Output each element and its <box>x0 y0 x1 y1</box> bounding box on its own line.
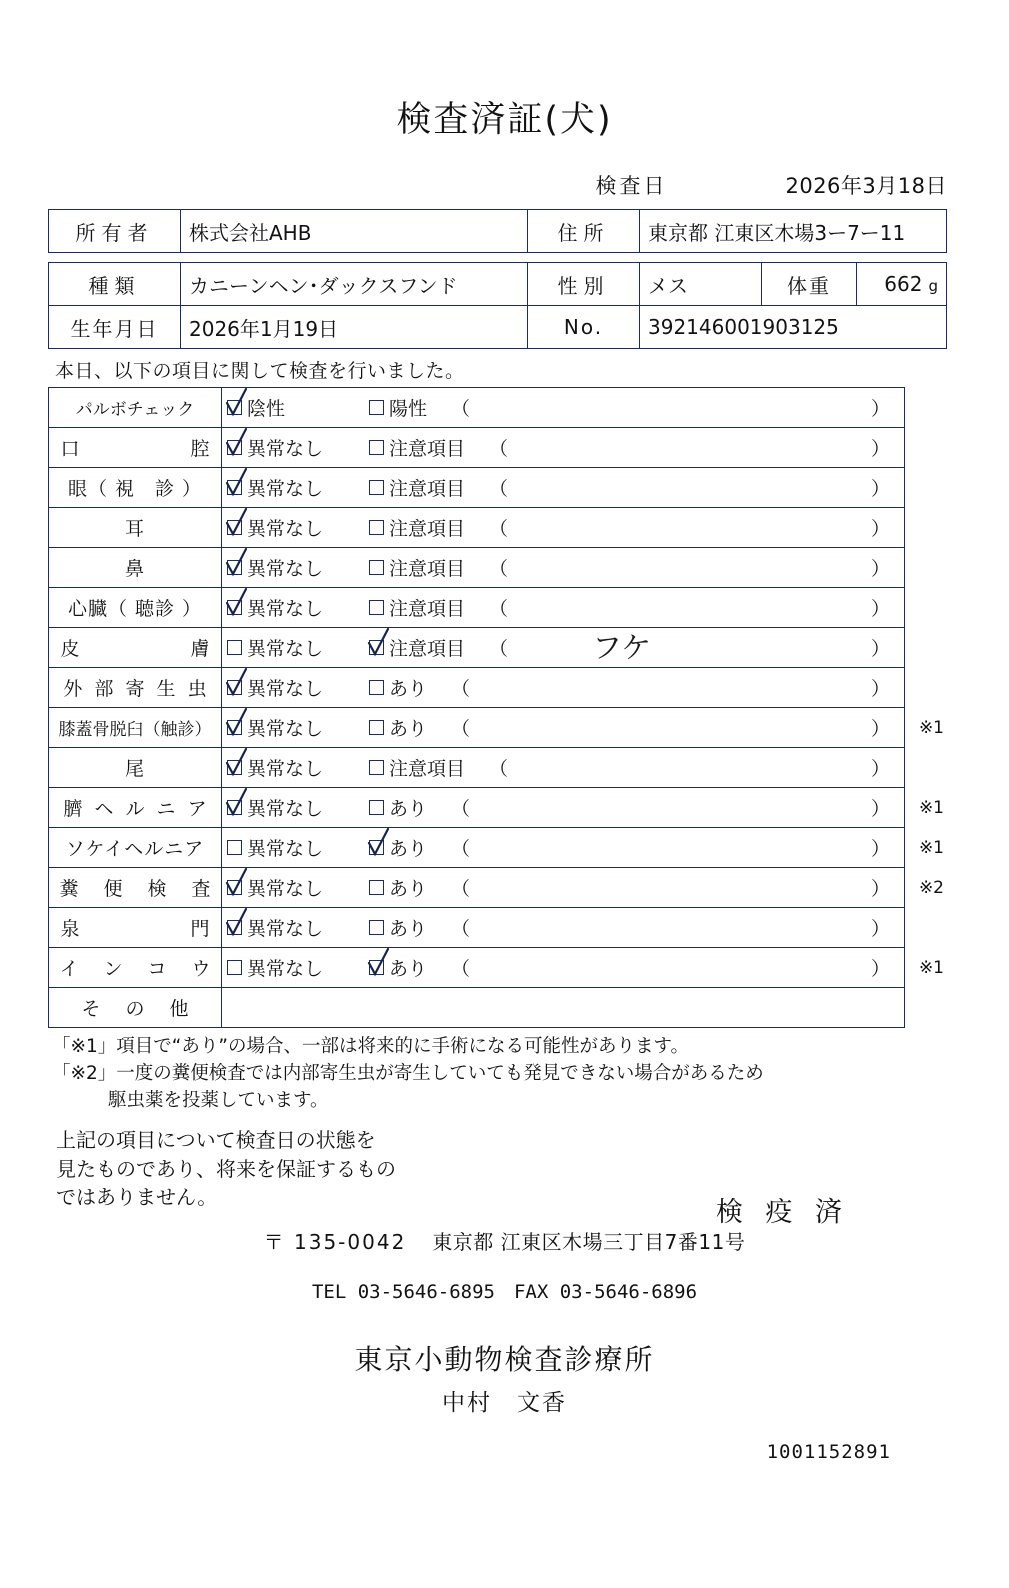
page-title: 検査済証(犬) <box>396 100 613 140</box>
no-value: 392146001903125 <box>640 306 947 349</box>
option-label: 異常なし <box>247 798 324 820</box>
item-label: 糞 便 検 査 <box>49 868 222 908</box>
table-row <box>49 988 905 1028</box>
paren-close: ） <box>870 958 890 980</box>
exam-date-label: 検査日 <box>595 174 668 198</box>
other-label: そ の 他 <box>49 988 222 1028</box>
footer-clinic: 東京小動物検査診療所 <box>354 1342 655 1376</box>
checkbox-icon[interactable] <box>369 560 384 575</box>
option-label: 異常なし <box>247 838 324 860</box>
option-label: 異常なし <box>247 918 324 940</box>
footnote-marker: ※1 <box>918 797 944 818</box>
footer-zip: 〒 135-0042 <box>263 1229 407 1254</box>
checkbox-icon[interactable] <box>227 800 242 815</box>
remark-field[interactable] <box>489 594 904 621</box>
paren-open: （ <box>489 758 509 780</box>
remark-field[interactable] <box>489 474 904 501</box>
table-row <box>49 868 905 908</box>
item-options <box>222 868 944 908</box>
option-label: あり <box>389 838 428 860</box>
checkbox-option-1[interactable] <box>222 914 369 941</box>
checkbox-icon[interactable] <box>369 680 384 695</box>
quarantine-stamp: 検 疫 済 <box>715 1197 849 1228</box>
checkbox-icon[interactable] <box>227 960 242 975</box>
checkbox-option-1[interactable] <box>222 394 369 421</box>
option-label: 注意項目 <box>389 518 466 540</box>
paren-open: （ <box>451 398 471 420</box>
option-label: あり <box>389 678 428 700</box>
checkbox-option-1[interactable] <box>222 594 369 621</box>
option-label: 異常なし <box>247 478 324 500</box>
handwritten-remark: フケ <box>592 631 652 666</box>
statement-line-3: ではありません。 <box>56 1185 218 1210</box>
checkbox-icon[interactable] <box>227 920 242 935</box>
option-label: 異常なし <box>247 638 324 660</box>
footnote-1: 「※1」項目で“あり”の場合、一部は将来的に手術になる可能性があります。 <box>52 1036 689 1057</box>
checkbox-option-2[interactable] <box>369 794 427 821</box>
item-options <box>222 508 905 548</box>
checkbox-option-2[interactable] <box>369 754 465 781</box>
weight-label: 体重 <box>762 263 857 306</box>
item-label: イ ン コ ウ <box>49 948 222 988</box>
weight-cell <box>857 263 947 306</box>
paren-open: （ <box>489 598 509 620</box>
checkbox-icon[interactable] <box>227 600 242 615</box>
checkbox-option-1[interactable] <box>222 754 369 781</box>
paren-open: （ <box>451 958 471 980</box>
paren-open: （ <box>489 478 509 500</box>
checkbox-icon[interactable] <box>227 400 242 415</box>
checkbox-icon[interactable] <box>369 520 384 535</box>
table-row <box>49 263 947 306</box>
item-label: 口 腔 <box>49 428 222 468</box>
checkbox-option-2[interactable] <box>369 394 427 421</box>
option-label: 異常なし <box>247 878 324 900</box>
checkbox-icon[interactable] <box>369 760 384 775</box>
sex-value: メス <box>640 263 762 306</box>
remark-field[interactable] <box>489 514 904 541</box>
remark-field[interactable] <box>451 714 904 741</box>
owner-label: 所有者 <box>49 210 181 253</box>
remark-field[interactable] <box>489 434 904 461</box>
checkbox-option-2[interactable] <box>369 954 427 981</box>
table-row <box>49 748 905 788</box>
checkbox-option-2[interactable] <box>369 914 427 941</box>
owner-table-wrap <box>48 209 947 349</box>
item-label: 尾 <box>49 748 222 788</box>
option-label: あり <box>389 918 428 940</box>
item-options <box>222 548 905 588</box>
paren-close: ） <box>870 878 890 900</box>
checkbox-icon[interactable] <box>369 640 384 655</box>
footnote-marker: ※1 <box>918 837 944 858</box>
option-label: 異常なし <box>247 678 324 700</box>
statement-line-1: 上記の項目について検査日の状態を <box>56 1128 376 1153</box>
breed-label: 種類 <box>49 263 181 306</box>
lead-text: 本日、以下の項目に関して検査を行いました。 <box>55 360 465 382</box>
item-label: 膝蓋骨脱臼（触診） <box>49 708 222 748</box>
paren-close: ） <box>870 558 890 580</box>
table-row <box>49 588 905 628</box>
table-row <box>49 828 905 868</box>
remark-field[interactable] <box>489 634 904 661</box>
table-row <box>49 708 905 748</box>
remark-field[interactable] <box>451 394 904 421</box>
checkbox-option-1[interactable] <box>222 834 369 861</box>
footer-tel: TEL 03-5646-6895 FAX 03-5646-6896 <box>311 1280 698 1303</box>
checkbox-option-1[interactable] <box>222 554 369 581</box>
option-label: 異常なし <box>247 718 324 740</box>
table-row <box>49 948 905 988</box>
paren-open: （ <box>451 798 471 820</box>
checkbox-icon[interactable] <box>369 480 384 495</box>
remark-field[interactable] <box>489 554 904 581</box>
item-options <box>222 388 905 428</box>
option-label: 注意項目 <box>389 758 466 780</box>
option-label: 異常なし <box>247 438 324 460</box>
owner-value: 株式会社AHB <box>181 210 528 253</box>
checkbox-icon[interactable] <box>227 720 242 735</box>
option-label: あり <box>389 798 428 820</box>
table-row <box>49 908 905 948</box>
footnote-marker: ※1 <box>918 717 944 738</box>
remark-field[interactable] <box>451 954 904 981</box>
paren-close: ） <box>870 598 890 620</box>
item-options <box>222 428 905 468</box>
item-label: 皮 膚 <box>49 628 222 668</box>
option-label: 注意項目 <box>389 558 466 580</box>
footer-address <box>0 1226 1009 1255</box>
remark-field[interactable] <box>451 874 904 901</box>
checkbox-option-2[interactable] <box>369 554 465 581</box>
checkbox-icon[interactable] <box>369 880 384 895</box>
item-options <box>222 948 944 988</box>
item-label: パルボチェック <box>49 388 222 428</box>
paren-open: （ <box>489 518 509 540</box>
checkbox-icon[interactable] <box>369 400 384 415</box>
checkbox-icon[interactable] <box>227 680 242 695</box>
checkbox-icon[interactable] <box>227 480 242 495</box>
paren-open: （ <box>451 838 471 860</box>
item-label: ソケイヘルニア <box>49 828 222 868</box>
item-options <box>222 788 944 828</box>
item-label: 耳 <box>49 508 222 548</box>
item-label: 鼻 <box>49 548 222 588</box>
checkbox-option-2[interactable] <box>369 474 465 501</box>
option-label: あり <box>389 878 428 900</box>
checkbox-option-1[interactable] <box>222 514 369 541</box>
paren-close: ） <box>870 758 890 780</box>
item-label: 心臓（ 聴診 ） <box>49 588 222 628</box>
footer-address-text: 東京都 江東区木場三丁目7番11号 <box>432 1229 746 1254</box>
checkbox-icon[interactable] <box>227 440 242 455</box>
footer-person: 中村 文香 <box>442 1389 567 1416</box>
checkbox-icon[interactable] <box>227 840 242 855</box>
option-label: 陰性 <box>247 398 286 420</box>
paren-open: （ <box>489 638 509 660</box>
paren-open: （ <box>451 878 471 900</box>
remark-field[interactable] <box>489 754 904 781</box>
table-row <box>49 548 905 588</box>
checkbox-icon[interactable] <box>369 720 384 735</box>
option-label: 異常なし <box>247 598 324 620</box>
table-row <box>49 210 947 253</box>
option-label: 注意項目 <box>389 638 466 660</box>
item-options <box>222 828 944 868</box>
remark-field[interactable] <box>451 834 904 861</box>
footnote-marker: ※2 <box>918 877 944 898</box>
address-value: 東京都 江東区木場3ー7ー11 <box>640 210 947 253</box>
no-label: No. <box>528 306 640 349</box>
checkbox-option-1[interactable] <box>222 714 369 741</box>
sex-label: 性別 <box>528 263 640 306</box>
paren-open: （ <box>489 438 509 460</box>
item-options <box>222 748 905 788</box>
checkbox-option-2[interactable] <box>369 434 465 461</box>
option-label: 注意項目 <box>389 478 466 500</box>
remark-field[interactable] <box>451 914 904 941</box>
paren-close: ） <box>870 798 890 820</box>
checkbox-icon[interactable] <box>227 880 242 895</box>
paren-open: （ <box>451 918 471 940</box>
item-options <box>222 468 905 508</box>
option-label: 注意項目 <box>389 438 466 460</box>
checkbox-option-1[interactable] <box>222 954 369 981</box>
footnote-3: 駆虫薬を投薬しています。 <box>108 1089 329 1111</box>
checkbox-option-2[interactable] <box>369 594 465 621</box>
footnotes <box>52 1034 1009 1114</box>
table-row <box>49 468 905 508</box>
paren-close: ） <box>870 478 890 500</box>
checkbox-option-2[interactable] <box>369 514 465 541</box>
checkbox-option-1[interactable] <box>222 674 369 701</box>
table-row <box>49 428 905 468</box>
items-table-wrap <box>48 387 947 1028</box>
checkbox-option-2[interactable] <box>369 714 427 741</box>
table-row <box>49 388 905 428</box>
option-label: 異常なし <box>247 958 324 980</box>
checkbox-option-2[interactable] <box>369 674 427 701</box>
item-label: 臍 ヘ ル ニ ア <box>49 788 222 828</box>
option-label: 異常なし <box>247 758 324 780</box>
checkbox-option-1[interactable] <box>222 874 369 901</box>
birth-label: 生年月日 <box>49 306 181 349</box>
paren-open: （ <box>489 558 509 580</box>
address-label: 住所 <box>528 210 640 253</box>
checkbox-option-2[interactable] <box>369 834 427 861</box>
checkbox-icon[interactable] <box>369 440 384 455</box>
paren-open: （ <box>451 718 471 740</box>
paren-close: ） <box>870 638 890 660</box>
option-label: あり <box>389 958 428 980</box>
paren-close: ） <box>870 518 890 540</box>
remark-field[interactable] <box>451 794 904 821</box>
checkbox-icon[interactable] <box>369 920 384 935</box>
checkbox-icon[interactable] <box>369 960 384 975</box>
item-label: 泉 門 <box>49 908 222 948</box>
checkbox-icon[interactable] <box>227 560 242 575</box>
inspection-items-table <box>48 387 944 1028</box>
paren-close: ） <box>870 438 890 460</box>
statement <box>56 1126 1009 1211</box>
paren-close: ） <box>870 398 890 420</box>
paren-close: ） <box>870 678 890 700</box>
checkbox-option-1[interactable] <box>222 434 369 461</box>
table-row <box>49 306 947 349</box>
footer-serial: 1001152891 <box>766 1440 891 1463</box>
other-value[interactable] <box>222 988 905 1028</box>
checkbox-icon[interactable] <box>369 600 384 615</box>
item-options <box>222 708 944 748</box>
exam-date-value: 2026年3月18日 <box>785 174 947 198</box>
table-row <box>49 628 905 668</box>
checkbox-option-1[interactable] <box>222 634 369 661</box>
checkbox-option-2[interactable] <box>369 634 465 661</box>
checkbox-icon[interactable] <box>369 800 384 815</box>
footnote-marker: ※1 <box>918 957 944 978</box>
checkbox-option-2[interactable] <box>369 874 427 901</box>
option-label: 注意項目 <box>389 598 466 620</box>
item-options <box>222 908 905 948</box>
checkbox-icon[interactable] <box>369 840 384 855</box>
weight-value: 662 <box>884 272 923 296</box>
birth-value: 2026年1月19日 <box>181 306 528 349</box>
paren-close: ） <box>870 718 890 740</box>
checkbox-icon[interactable] <box>227 640 242 655</box>
footnote-2: 「※2」一度の糞便検査では内部寄生虫が寄生していても発見できない場合があるため <box>52 1062 764 1084</box>
owner-table <box>48 209 947 253</box>
checkbox-option-1[interactable] <box>222 474 369 501</box>
option-label: 陽性 <box>389 398 428 420</box>
statement-line-2: 見たものであり、将来を保証するもの <box>56 1156 396 1181</box>
item-options <box>222 588 905 628</box>
option-label: あり <box>389 718 428 740</box>
paren-open: （ <box>451 678 471 700</box>
info-table <box>48 262 947 349</box>
exam-date-row <box>0 170 1009 200</box>
certificate-page <box>0 92 1009 1588</box>
checkbox-icon[interactable] <box>227 760 242 775</box>
table-row <box>49 788 905 828</box>
weight-unit: g <box>928 277 938 295</box>
remark-field[interactable] <box>451 674 904 701</box>
paren-close: ） <box>870 838 890 860</box>
item-options <box>222 628 905 668</box>
item-label: 外 部 寄 生 虫 <box>49 668 222 708</box>
option-label: 異常なし <box>247 518 324 540</box>
checkbox-option-1[interactable] <box>222 794 369 821</box>
table-row <box>49 668 905 708</box>
option-label: 異常なし <box>247 558 324 580</box>
item-options <box>222 668 905 708</box>
table-row <box>49 508 905 548</box>
breed-value: カニーンヘン･ダックスフンド <box>181 263 528 306</box>
checkbox-icon[interactable] <box>227 520 242 535</box>
paren-close: ） <box>870 918 890 940</box>
item-label: 眼（ 視 診 ） <box>49 468 222 508</box>
